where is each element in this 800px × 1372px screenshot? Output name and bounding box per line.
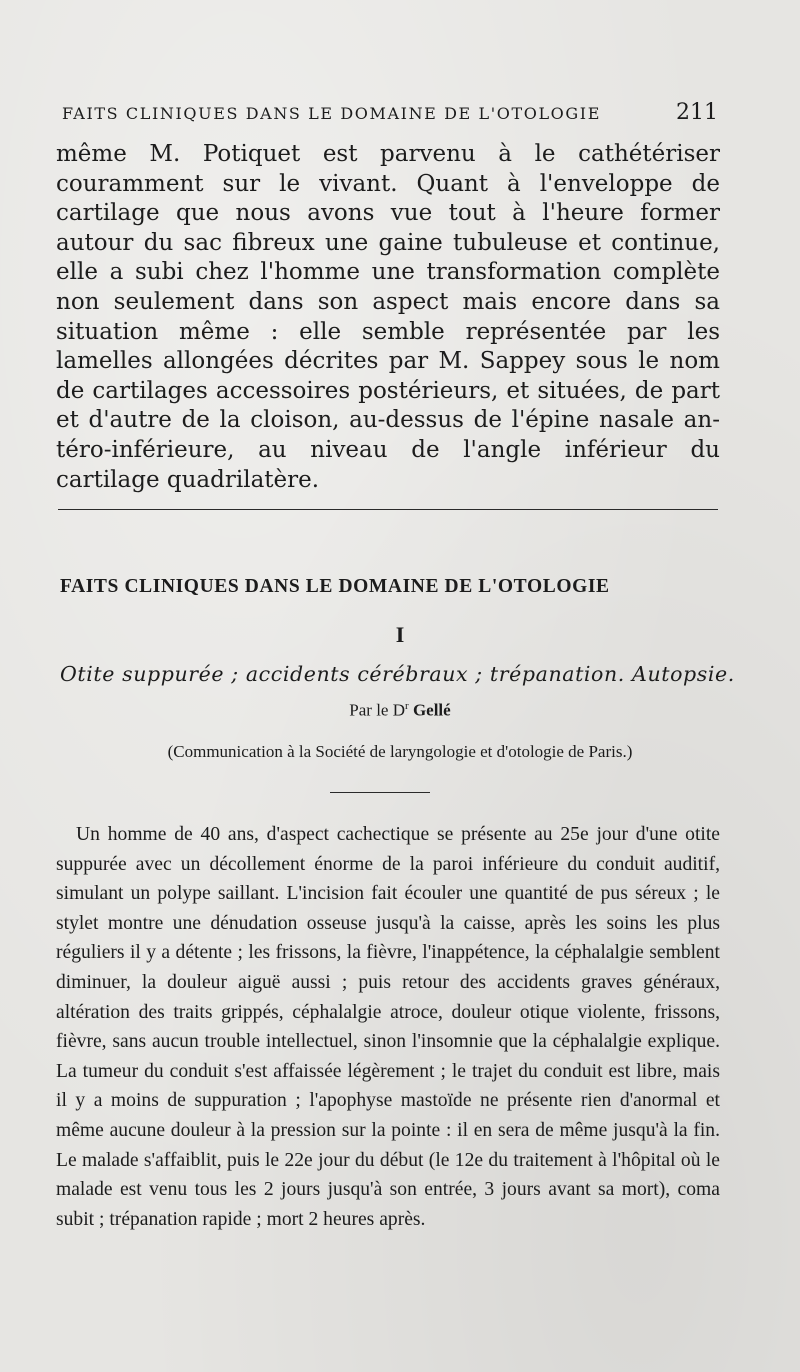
continuation-text bbox=[56, 140, 720, 495]
body-paragraph: Un homme de 40 ans, d'aspect cachectique se présente au 25e jour d'une otite suppurée avec un décollement énorme de la paroi inférieure du conduit auditif, simulant un polype saillant. L'incision fait écouler une quantité de pus séreux ; le stylet montre une dénudation osseuse jusqu'à la caisse, après les soins les plus réguliers il y a détente ; les frissons, la fièvre, l'inappétence, la céphalalgie semblent diminuer, la douleur aiguë aussi ; puis retour des accidents graves généraux, altération des traits grippés, céphalalgie atroce, douleur otique violente, frissons, fièvre, sans aucun trouble intellectuel, sinon l'insomnie que la céphalalgie explique. La tumeur du conduit s'est affaissée légèrement ; le trajet du conduit est libre, mais il y a moins de suppuration ; l'apophyse mastoïde ne présente rien d'anormal et même aucune douleur à la pression sur la pointe : il en sera de même jusqu'à la fin. Le malade s'affaiblit, puis le 22e jour du début (le 12e du traitement à l'hôpital où le malade est venu tous les 2 jours jusqu'à son entrée, 3 jours avant sa mort), coma subit ; trépanation rapide ; mort 2 heures après. bbox=[56, 824, 720, 1230]
byline bbox=[0, 700, 800, 721]
byline-sup: r bbox=[405, 700, 409, 712]
section-number: I bbox=[395, 622, 405, 647]
article-subtitle: Otite suppurée ; accidents cérébraux ; trépanation. Autopsie. bbox=[60, 662, 735, 686]
article-body bbox=[56, 820, 720, 1234]
short-divider bbox=[330, 792, 430, 793]
section-divider bbox=[58, 509, 718, 510]
running-head-title: FAITS CLINIQUES DANS LE DOMAINE DE L'OTOLOGIE bbox=[62, 104, 601, 123]
section-title: FAITS CLINIQUES DANS LE DOMAINE DE L'OTOLOGIE bbox=[60, 576, 610, 597]
byline-prefix: Par le D bbox=[349, 700, 406, 720]
communication-note: (Communication à la Société de laryngologie et d'otologie de Paris.) bbox=[167, 742, 633, 761]
author-name: Gellé bbox=[412, 700, 451, 720]
running-head bbox=[62, 100, 718, 130]
page-number: 211 bbox=[676, 100, 718, 125]
continuation-paragraph: même M. Potiquet est parvenu à le cathétériser couramment sur le vivant. Quant à l'enveloppe de cartilage que nous avons vue tout à l'heure former autour du sac fibreux une gaine tubuleuse et continue, elle a subi chez l'homme une transformation complète non seulement dans son aspect mais encore dans sa situation même : elle semble représentée par les lamelles allongées décrites par M. Sappey sous le nom de cartilages accessoires postérieurs, et situées, de part et d'autre de la cloison, au-dessus de l'épine nasale antéro-inférieure, au niveau de l'angle inférieur du cartilage quadrilatère. bbox=[56, 141, 720, 493]
